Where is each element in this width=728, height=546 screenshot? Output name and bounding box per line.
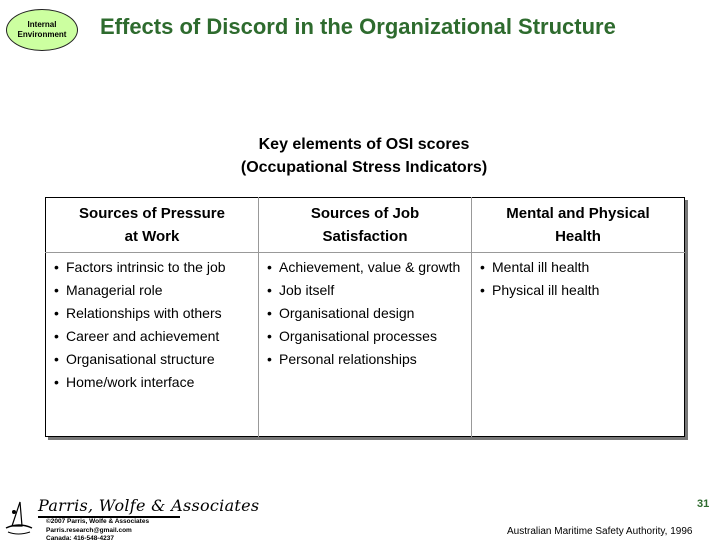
contact-info [46,518,149,544]
list-item: • Job itself [267,282,465,299]
phone-line: Canada: 416-548-4237 [46,535,114,542]
caption-line-1: Key elements of OSI scores [258,136,470,153]
page-number: 31 [697,498,710,510]
list-item: • Career and achievement [54,328,252,345]
table-header-row [46,198,685,253]
list-item: • Physical ill health [480,282,678,299]
caption-line-2: (Occupational Stress Indicators) [240,159,488,176]
health-list [480,259,678,299]
list-item: • Organisational design [267,305,465,322]
health-list-cell [472,253,685,437]
sailboat-icon [2,498,36,538]
list-item: • Managerial role [54,282,252,299]
logo-wordmark: Parris, Wolfe & Associates [38,496,260,515]
list-item: • Organisational structure [54,351,252,368]
list-item: • Organisational processes [267,328,465,345]
email-line: Parris.research@gmail.com [46,526,132,534]
list-item: • Relationships with others [54,305,252,322]
satisfaction-list-cell [259,253,472,437]
column-header-pressure: Sources of Pressure at Work [46,198,259,253]
pressure-list-cell [46,253,259,437]
page-title: Effects of Discord in the Organizational Structure [100,14,616,39]
list-item: • Home/work interface [54,374,252,391]
osi-table [45,197,685,437]
table-caption [0,133,728,179]
column-header-health: Mental and Physical Health [472,198,685,253]
list-item: • Achievement, value & growth [267,259,465,276]
section-badge [6,9,78,51]
list-item: • Factors intrinsic to the job [54,259,252,276]
badge-line-1: Internal [27,20,57,29]
column-header-satisfaction: Sources of Job Satisfaction [259,198,472,253]
copyright-line: ©2007 Parris, Wolfe & Associates [46,518,150,525]
pressure-list [54,259,252,391]
list-item: • Mental ill health [480,259,678,276]
badge-line-2: Environment [17,30,67,39]
table-body-row [46,253,685,437]
satisfaction-list [267,259,465,368]
source-citation: Australian Maritime Safety Authority, 1996 [507,526,693,537]
list-item: • Personal relationships [267,351,465,368]
